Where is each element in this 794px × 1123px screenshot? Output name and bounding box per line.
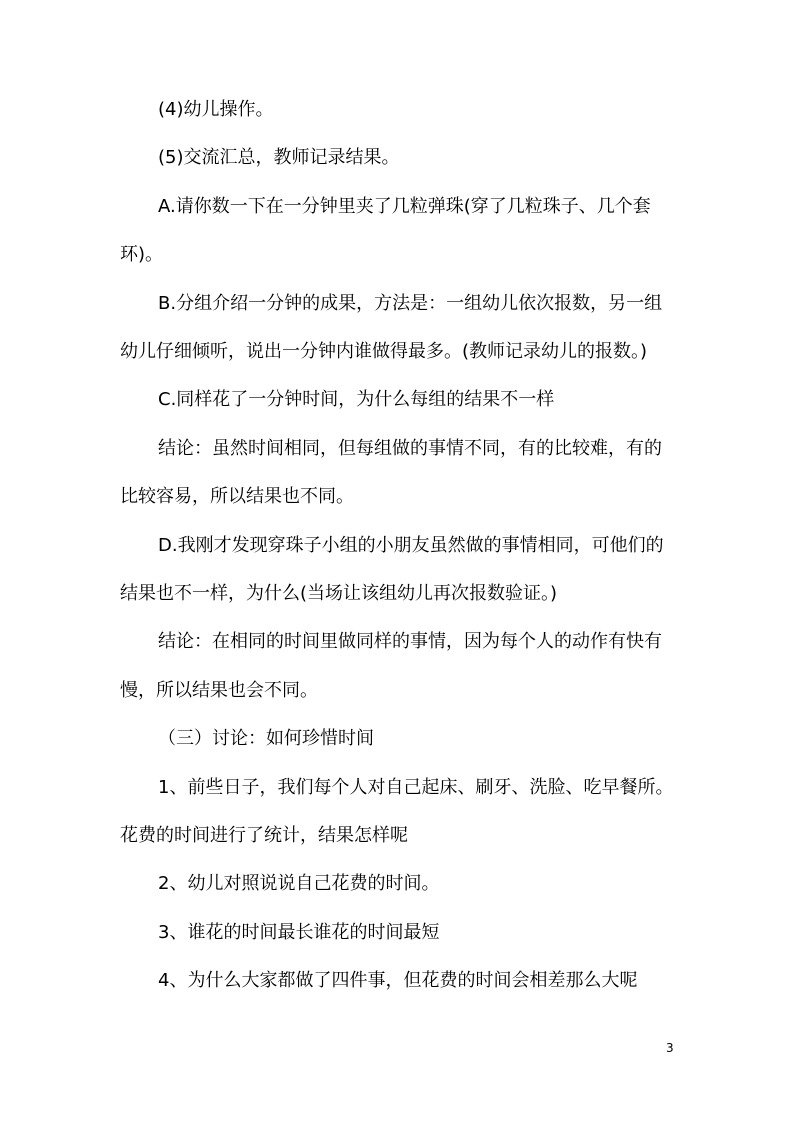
paragraph-line-16: 花费的时间进行了统计，结果怎样呢 bbox=[120, 825, 408, 846]
section-heading: （三）讨论：如何珍惜时间 bbox=[158, 728, 374, 749]
paragraph-line-8: 结论：虽然时间相同，但每组做的事情不同，有的比较难，有的 bbox=[158, 438, 662, 459]
paragraph-line-6: 幼儿仔细倾听，说出一分钟内谁做得最多。(教师记录幼儿的报数。) bbox=[120, 341, 648, 362]
paragraph-line-19: 4、为什么大家都做了四件事，但花费的时间会相差那么大呢 bbox=[158, 970, 638, 991]
paragraph-line-12: 结论：在相同的时间里做同样的事情，因为每个人的动作有快有 bbox=[158, 631, 662, 652]
paragraph-line-2: (5)交流汇总，教师记录结果。 bbox=[158, 147, 400, 168]
paragraph-line-15: 1、前些日子，我们每个人对自己起床、刷牙、洗脸、吃早餐所。 bbox=[158, 777, 674, 798]
paragraph-line-3: A.请你数一下在一分钟里夹了几粒弹珠(穿了几粒珠子、几个套 bbox=[158, 196, 651, 217]
paragraph-line-13: 慢，所以结果也会不同。 bbox=[120, 680, 318, 701]
paragraph-line-10: D.我刚才发现穿珠子小组的小朋友虽然做的事情相同，可他们的 bbox=[158, 535, 664, 556]
paragraph-line-11: 结果也不一样，为什么(当场让该组幼儿再次报数验证。) bbox=[120, 583, 558, 604]
paragraph-line-7: C.同样花了一分钟时间，为什么每组的结果不一样 bbox=[158, 389, 555, 410]
paragraph-line-9: 比较容易，所以结果也不同。 bbox=[120, 486, 354, 507]
paragraph-line-4: 环)。 bbox=[120, 244, 164, 265]
paragraph-line-5: B.分组介绍一分钟的成果，方法是：一组幼儿依次报数，另一组 bbox=[158, 293, 663, 314]
paragraph-line-17: 2、幼儿对照说说自己花费的时间。 bbox=[158, 873, 440, 894]
paragraph-line-1: (4)幼儿操作。 bbox=[158, 99, 274, 120]
paragraph-line-18: 3、谁花的时间最长谁花的时间最短 bbox=[158, 922, 440, 943]
page-number: 3 bbox=[666, 1041, 674, 1055]
